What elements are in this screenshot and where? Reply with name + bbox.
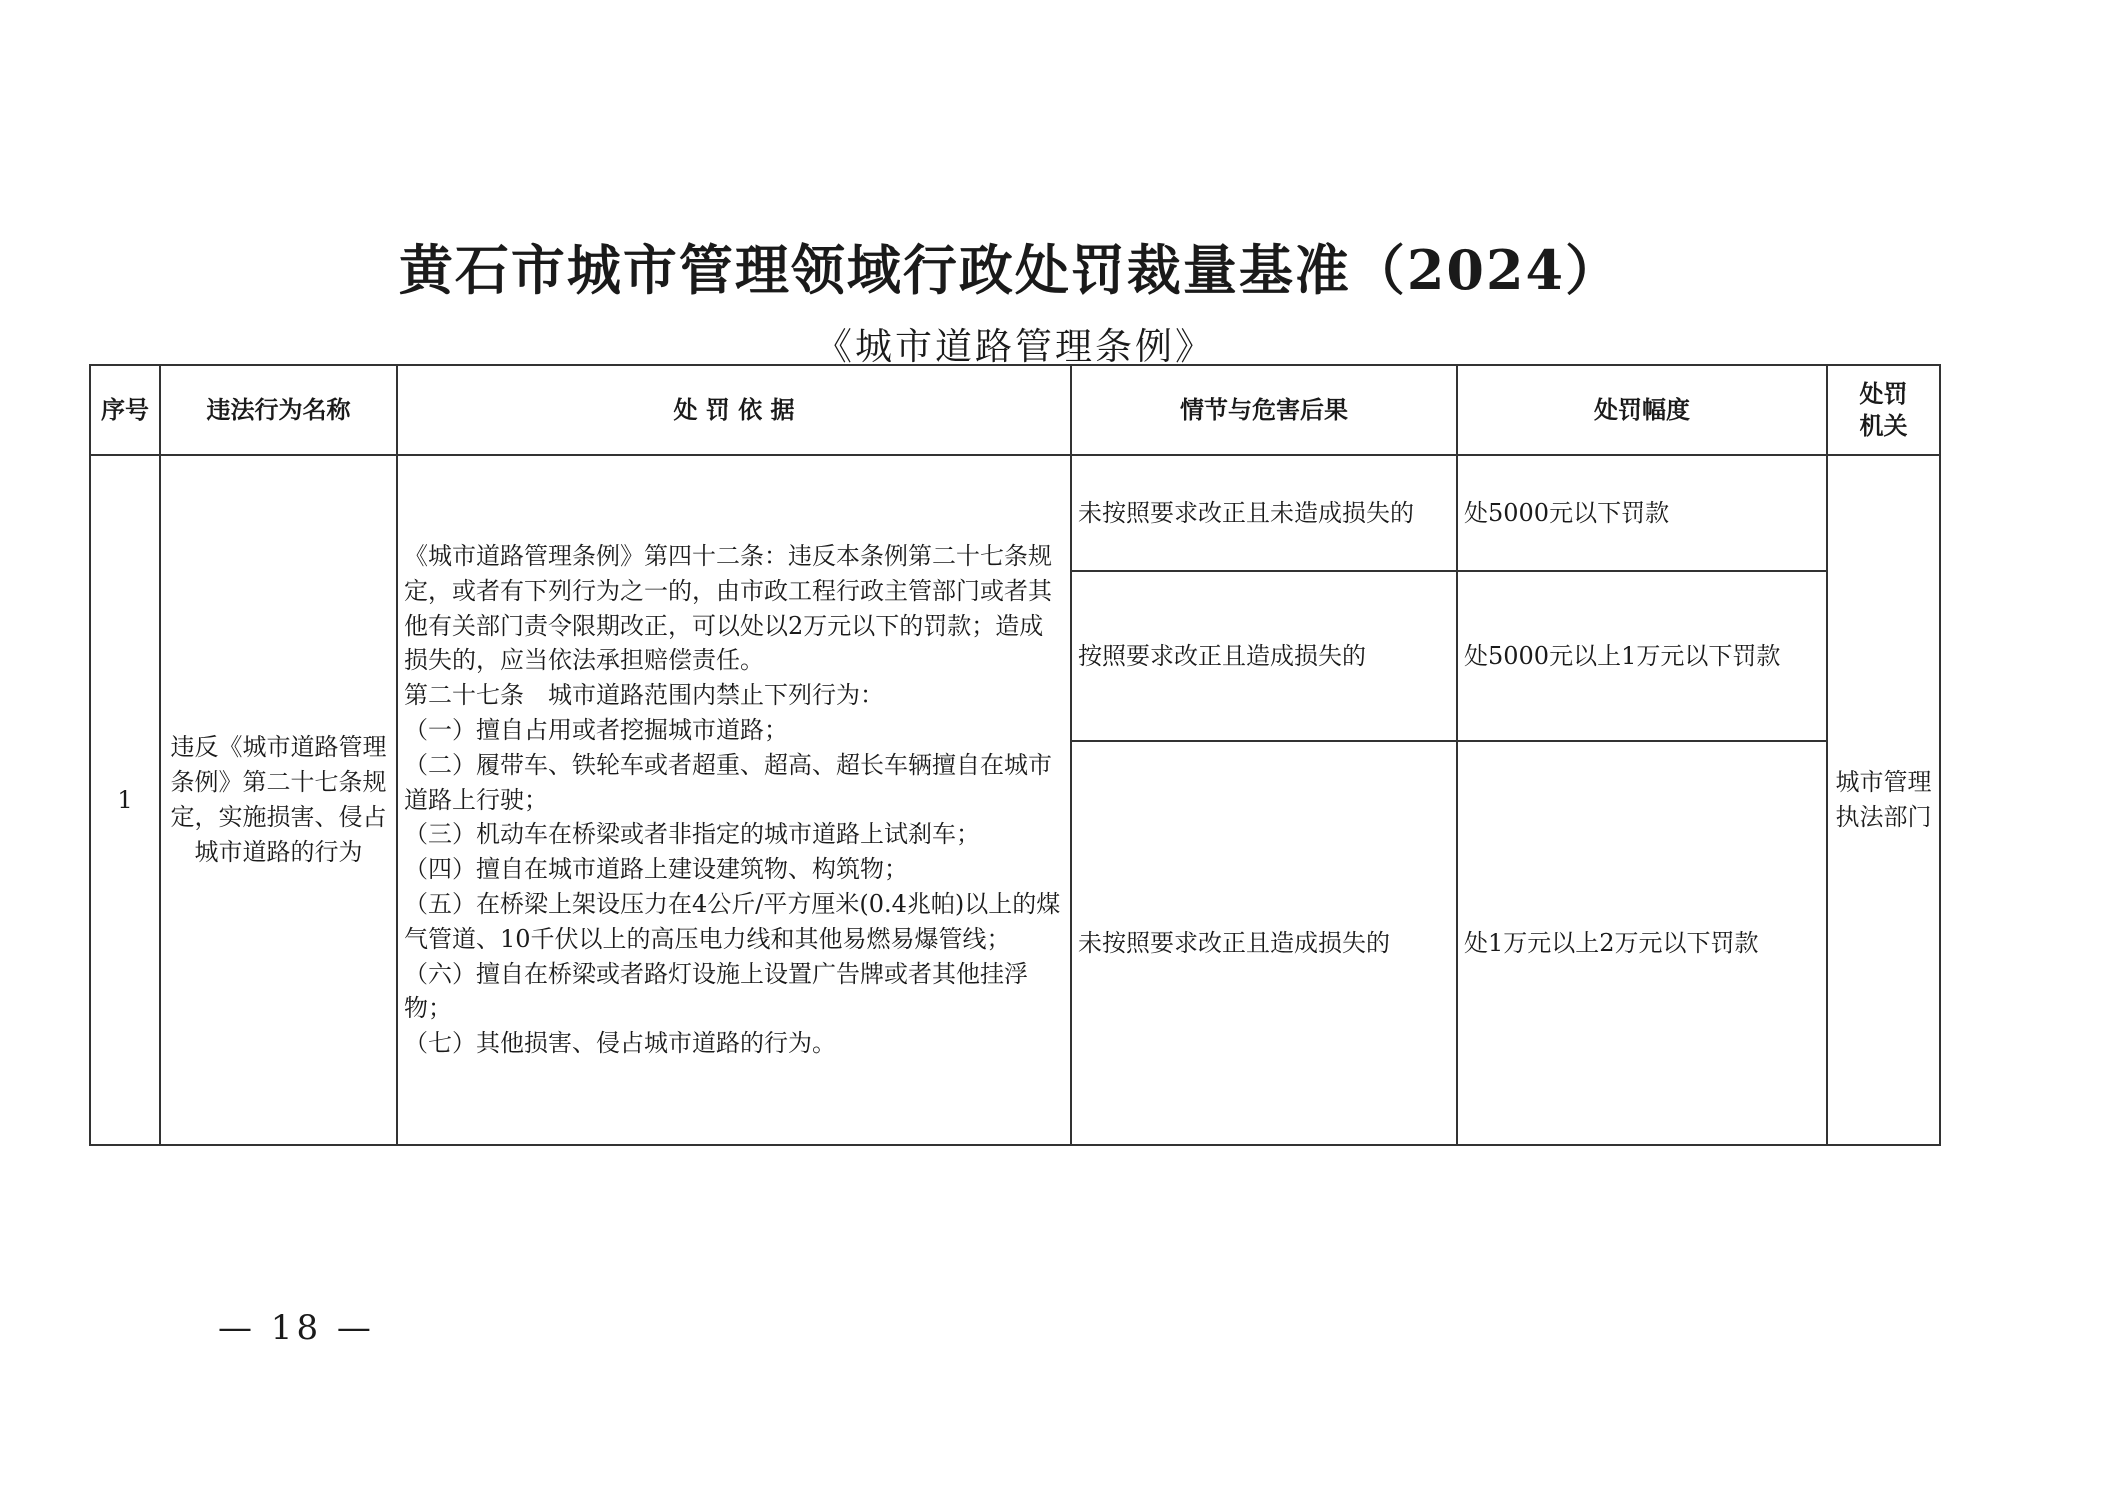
cell-circumstance-3: 未按照要求改正且造成损失的 bbox=[1071, 741, 1457, 1145]
cell-legal-basis bbox=[397, 455, 1071, 1145]
table-row bbox=[90, 455, 1940, 571]
cell-range-3: 处1万元以上2万元以下罚款 bbox=[1457, 741, 1827, 1145]
basis-line: （二）履带车、铁轮车或者超重、超高、超长车辆擅自在城市道路上行驶； bbox=[404, 750, 1052, 814]
basis-line: （七）其他损害、侵占城市道路的行为。 bbox=[404, 1029, 836, 1058]
header-seq: 序号 bbox=[90, 365, 160, 455]
cell-violation-name: 违反《城市道路管理条例》第二十七条规定，实施损害、侵占城市道路的行为 bbox=[160, 455, 397, 1145]
header-range: 处罚幅度 bbox=[1457, 365, 1827, 455]
basis-line: （五）在桥梁上架设压力在4公斤/平方厘米(0.4兆帕)以上的煤气管道、10千伏以上的高压电力线和其他易燃易爆管线； bbox=[404, 889, 1061, 953]
basis-line: 《城市道路管理条例》第四十二条：违反本条例第二十七条规定，或者有下列行为之一的，由市政工程行政主管部门或者其他有关部门责令限期改正，可以处以2万元以下的罚款；造成损失的，应当依法承担赔偿责任。 bbox=[404, 542, 1052, 675]
document-subtitle: 《城市道路管理条例》 bbox=[815, 325, 1215, 368]
cell-authority: 城市管理执法部门 bbox=[1827, 455, 1940, 1145]
basis-line: （六）擅自在桥梁或者路灯设施上设置广告牌或者其他挂浮物； bbox=[404, 959, 1028, 1023]
basis-line: 第二十七条 城市道路范围内禁止下列行为： bbox=[404, 681, 884, 710]
table-header-row bbox=[90, 365, 1940, 455]
cell-circumstance-1: 未按照要求改正且未造成损失的 bbox=[1071, 455, 1457, 571]
basis-line: （四）擅自在城市道路上建设建筑物、构筑物； bbox=[404, 855, 908, 884]
basis-line: （三）机动车在桥梁或者非指定的城市道路上试刹车； bbox=[404, 820, 980, 849]
document-title: 黄石市城市管理领域行政处罚裁量基准（2024） bbox=[398, 238, 1622, 302]
cell-range-1: 处5000元以下罚款 bbox=[1457, 455, 1827, 571]
header-basis: 处 罚 依 据 bbox=[397, 365, 1071, 455]
cell-range-2: 处5000元以上1万元以下罚款 bbox=[1457, 571, 1827, 741]
cell-circumstance-2: 按照要求改正且造成损失的 bbox=[1071, 571, 1457, 741]
page-number: — 18 — bbox=[218, 1308, 375, 1348]
basis-line: （一）擅自占用或者挖掘城市道路； bbox=[404, 716, 788, 744]
header-authority: 处罚机关 bbox=[1827, 365, 1940, 455]
header-violation: 违法行为名称 bbox=[160, 365, 397, 455]
header-circumstances: 情节与危害后果 bbox=[1071, 365, 1457, 455]
cell-seq: 1 bbox=[90, 455, 160, 1145]
penalty-table bbox=[89, 364, 1941, 1146]
